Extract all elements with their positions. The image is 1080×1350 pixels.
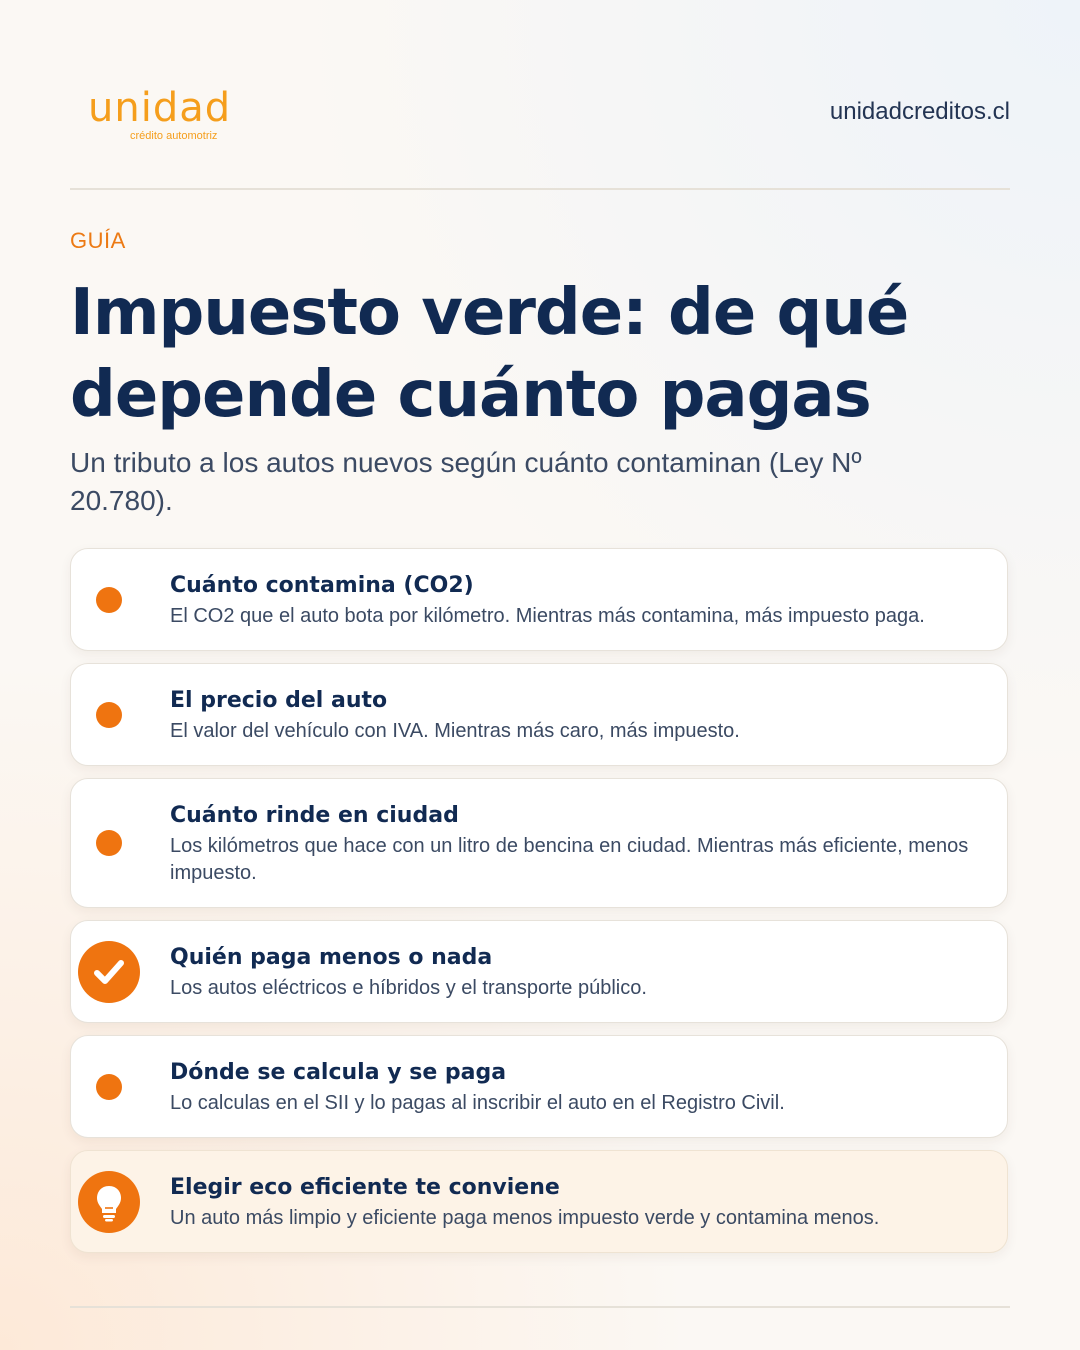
item-description: Los kilómetros que hace con un litro de bencina en ciudad. Mientras más eficiente, menos impuesto. <box>170 835 969 884</box>
website-link[interactable]: unidadcreditos.cl <box>829 98 1010 125</box>
item-description: El CO2 que el auto bota por kilómetro. Mientras más contamina, más impuesto paga. <box>170 605 925 627</box>
logo-tagline: crédito automotriz <box>130 130 218 142</box>
item-title: Dónde se calcula y se paga <box>170 1060 507 1085</box>
article-kicker: GUÍA <box>70 228 126 253</box>
list-item-exemptions <box>70 920 1008 1023</box>
dot-icon <box>96 1074 122 1100</box>
item-description: Un auto más limpio y eficiente paga menos impuesto verde y contamina menos. <box>170 1207 880 1229</box>
factor-list <box>70 548 1010 1265</box>
item-title: Cuánto contamina (CO2) <box>170 573 474 598</box>
item-description: El valor del vehículo con IVA. Mientras más caro, más impuesto. <box>170 720 740 742</box>
lightbulb-icon <box>78 1171 140 1233</box>
list-item-co2 <box>70 548 1008 651</box>
dot-icon <box>96 702 122 728</box>
list-item-efficiency <box>70 778 1008 908</box>
header <box>70 86 1010 156</box>
list-item-tip <box>70 1150 1008 1253</box>
checkmark-icon <box>78 941 140 1003</box>
dot-icon <box>96 587 122 613</box>
header-divider <box>70 188 1010 190</box>
list-item-price <box>70 663 1008 766</box>
page-subtitle: Un tributo a los autos nuevos según cuánto contaminan (Ley Nº 20.780). <box>70 447 862 516</box>
logo-wordmark: unidad <box>88 85 232 131</box>
footer-divider <box>70 1306 1010 1308</box>
page <box>70 0 1010 1350</box>
item-description: Lo calculas en el SII y lo pagas al inscribir el auto en el Registro Civil. <box>170 1092 785 1114</box>
item-title: El precio del auto <box>170 688 388 713</box>
brand-logo[interactable] <box>88 86 248 150</box>
list-item-payment <box>70 1035 1008 1138</box>
dot-icon <box>96 830 122 856</box>
item-description: Los autos eléctricos e híbridos y el transporte público. <box>170 977 647 999</box>
item-title: Cuánto rinde en ciudad <box>170 803 459 828</box>
item-title: Quién paga menos o nada <box>170 945 493 970</box>
item-title: Elegir eco eficiente te conviene <box>170 1175 560 1200</box>
page-title: Impuesto verde: de qué depende cuánto pagas <box>70 276 909 432</box>
